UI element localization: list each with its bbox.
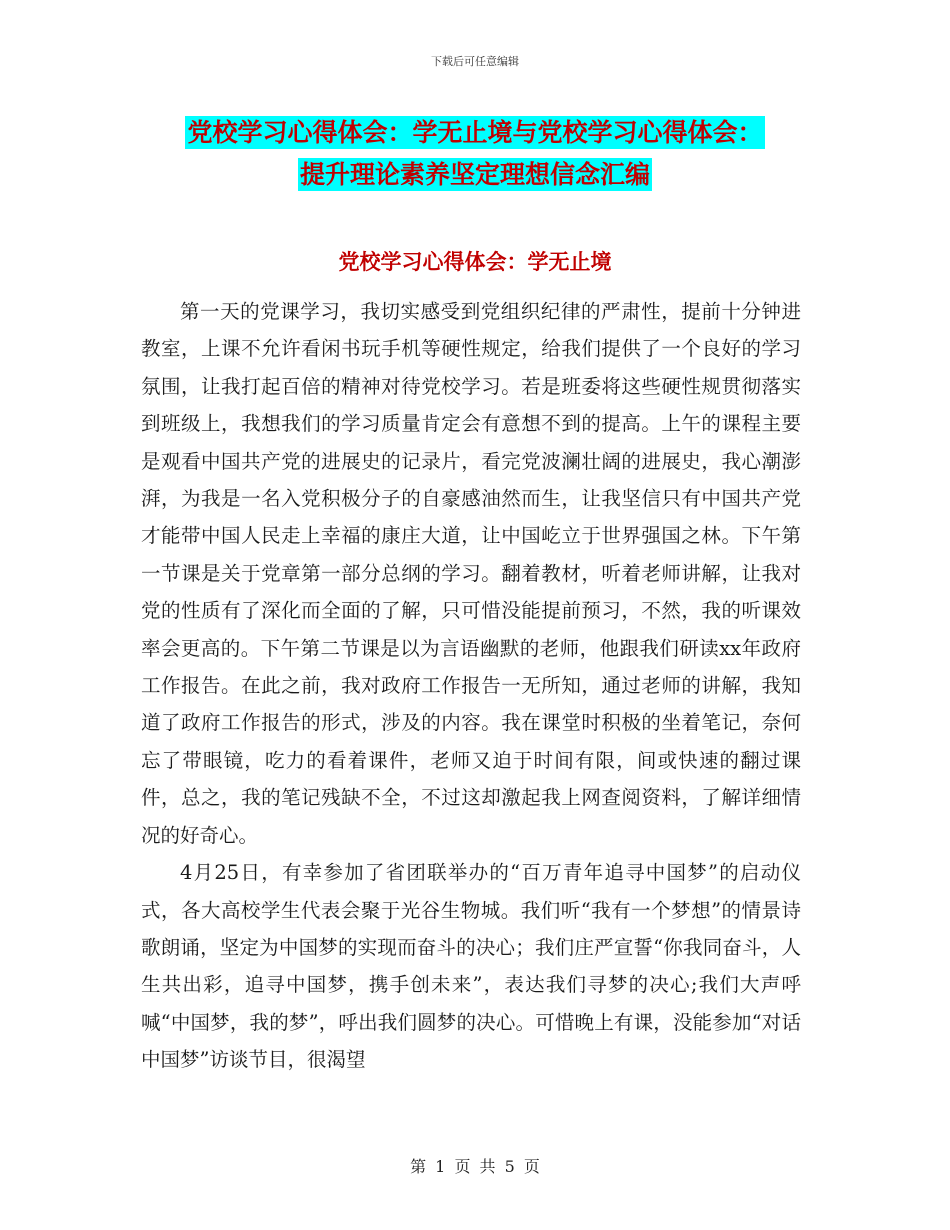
main-title-line1: 党校学习心得体会：学无止境与党校学习心得体会： [187, 118, 763, 147]
section-title: 党校学习心得体会：学无止境 [338, 250, 612, 274]
paragraph-1: 第一天的党课学习，我切实感受到党组织纪律的严肃性，提前十分钟进教室，上课不允许看闲书玩手机等硬性规定，给我们提供了一个良好的学习氛围，让我打起百倍的精神对待党校学习。若是班委将这些硬性规贯彻落实到班级上，我想我们的学习质量肯定会有意想不到的提高。上午的课程主要是观看中国共产党的进展史的记录片，看完党波澜壮阔的进展史，我心潮澎湃，为我是一名入党积极分子的自豪感油然而生，让我坚信只有中国共产党才能带中国人民走上幸福的康庄大道，让中国屹立于世界强国之林。下午第一节课是关于党章第一部分总纲的学习。翻着教材，听着老师讲解，让我对党的性质有了深化而全面的了解，只可惜没能提前预习，不然，我的听课效率会更高的。下午第二节课是以为言语幽默的老师，他跟我们研读xx年政府工作报告。在此之前，我对政府工作报告一无所知，通过老师的讲解，我知道了政府工作报告的形式，涉及的内容。我在课堂时积极的坐着笔记，奈何忘了带眼镜，吃力的看着课件，老师又迫于时间有限，间或快速的翻过课件，总之，我的笔记残缺不全，不过这却激起我上网查阅资料，了解详细情况的好奇心。 [141, 300, 801, 847]
main-title [0, 112, 950, 196]
header-note: 下载后可任意编辑 [431, 55, 519, 68]
main-title-line2: 提升理论素养坚定理想信念汇编 [299, 160, 650, 189]
paragraph-2: 4月25日，有幸参加了省团联举办的“百万青年追寻中国梦”的启动仪式，各大高校学生代表会聚于光谷生物城。我们听“我有一个梦想”的情景诗歌朗诵，坚定为中国梦的实现而奋斗的决心；我们庄严宣誓“你我同奋斗，人生共出彩，追寻中国梦，携手创未来”，表达我们寻梦的决心;我们大声呼喊“中国梦，我的梦”，呼出我们圆梦的决心。可惜晚上有课，没能参加“对话中国梦”访谈节目，很渴望 [141, 861, 801, 1072]
body-text [141, 293, 801, 1079]
page-footer: 第 1 页 共 5 页 [410, 1157, 540, 1176]
